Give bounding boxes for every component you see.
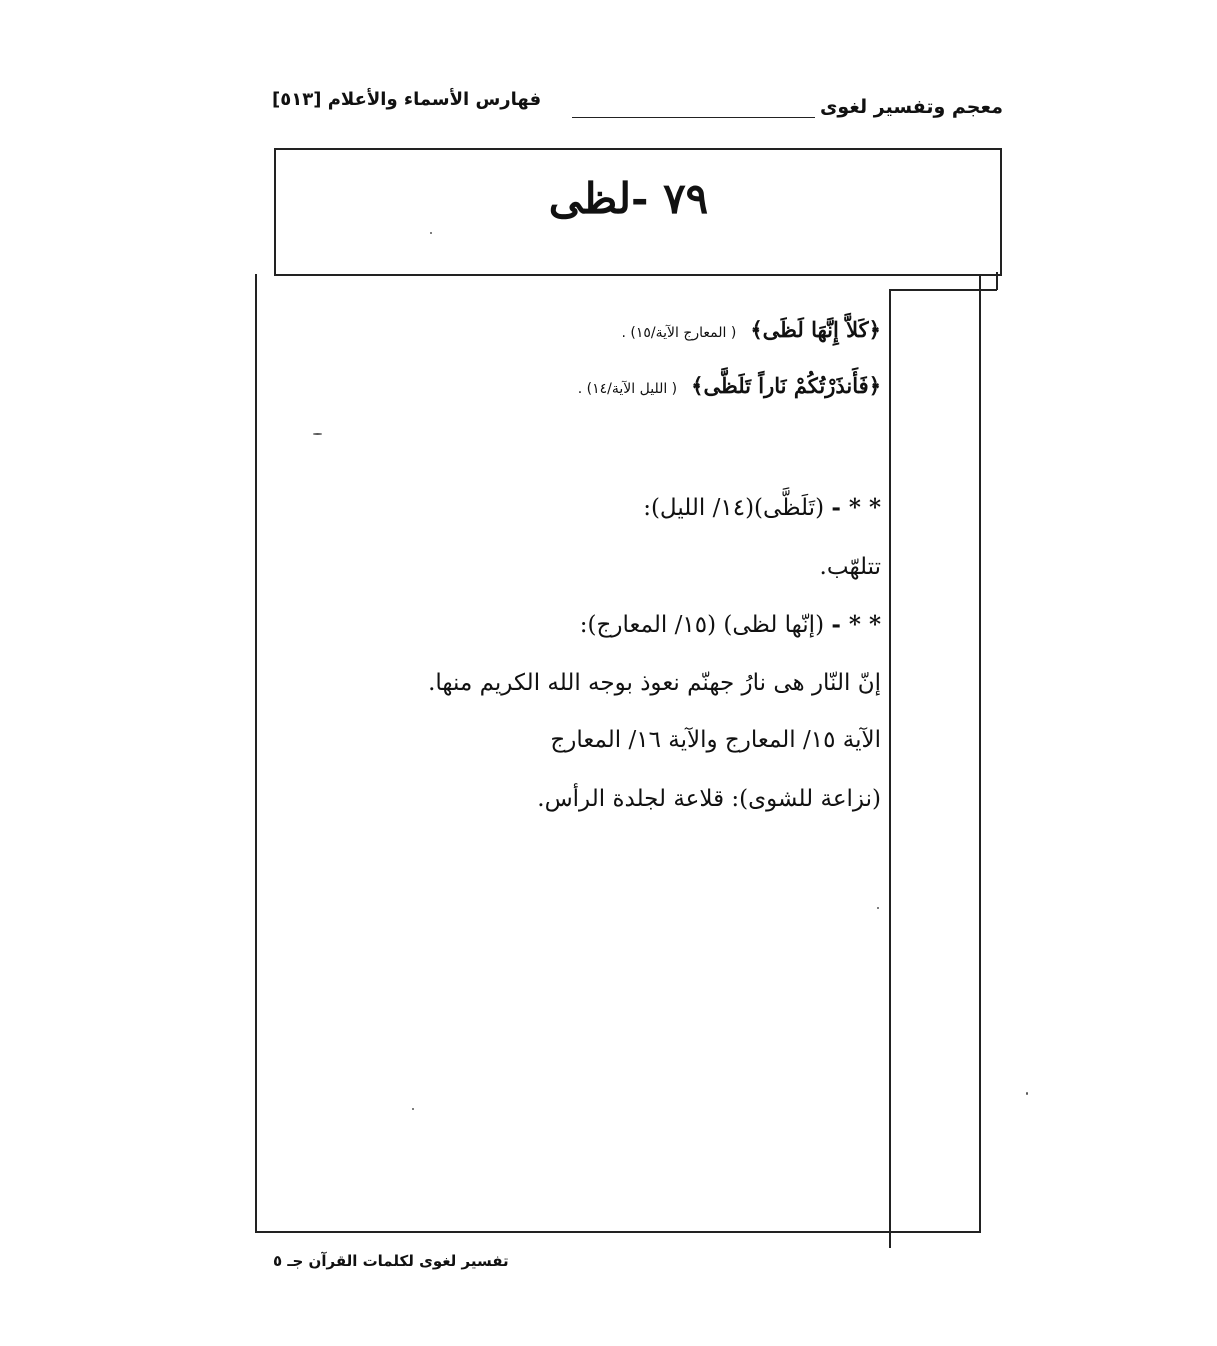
gloss-note [550,727,881,753]
margin-rule [889,290,891,1248]
margin-top-rule [889,289,997,291]
gloss-definition-2 [428,670,881,696]
gloss-text: إنّ النّار هى نارُ جهنّم نعوذ بوجه الله الكريم منها. [428,670,881,696]
scan-speck [877,907,879,909]
page-footer: تفسير لغوى لكلمات القرآن جـ ٥ [273,1252,509,1270]
header-rule [572,117,815,118]
running-header-right: معجم وتفسير لغوى [819,96,1003,118]
verse-2 [578,373,881,398]
page-number: [٥١٣] [272,89,322,110]
verse-reference: ( الليل الآية/١٤) . [577,381,678,397]
gloss-definition-3 [537,786,881,812]
verse-1 [622,317,882,342]
gloss-heading-2 [580,611,881,638]
verse-reference: ( المعارج الآية/١٥) . [621,325,737,341]
scan-speck [430,232,432,234]
gloss-heading-1 [643,494,881,521]
header-section-title: فهارس الأسماء والأعلام [327,89,542,110]
gloss-text: تتلهّب. [819,554,881,580]
gloss-text: (نزاعة للشوى): قلاعة لجلدة الرأس. [537,786,881,812]
frame-right-edge [996,272,998,290]
gloss-marker: * * - [831,494,881,521]
gloss-text: الآية ١٥/ المعارج والآية ١٦/ المعارج [550,727,881,753]
running-header-left [272,89,541,110]
content-frame [255,274,981,1233]
scan-speck [412,1108,414,1110]
scan-speck [313,433,322,435]
gloss-text: (إنّها لظى) (١٥/ المعارج): [579,612,832,638]
gloss-text: (تَلَظَّى)(١٤/ الليل): [643,495,832,521]
scan-speck [1026,1092,1028,1095]
verse-text: ﴿كَلاَّ إِنَّهَا لَظَى﴾ [750,317,881,342]
gloss-definition-1 [820,554,881,580]
entry-title: ٧٩ -لظى [548,174,709,223]
verse-text: ﴿فَأَنذَرْتُكُمْ نَاراً تَلَظَّى﴾ [691,373,881,398]
gloss-marker: * * - [831,611,881,638]
